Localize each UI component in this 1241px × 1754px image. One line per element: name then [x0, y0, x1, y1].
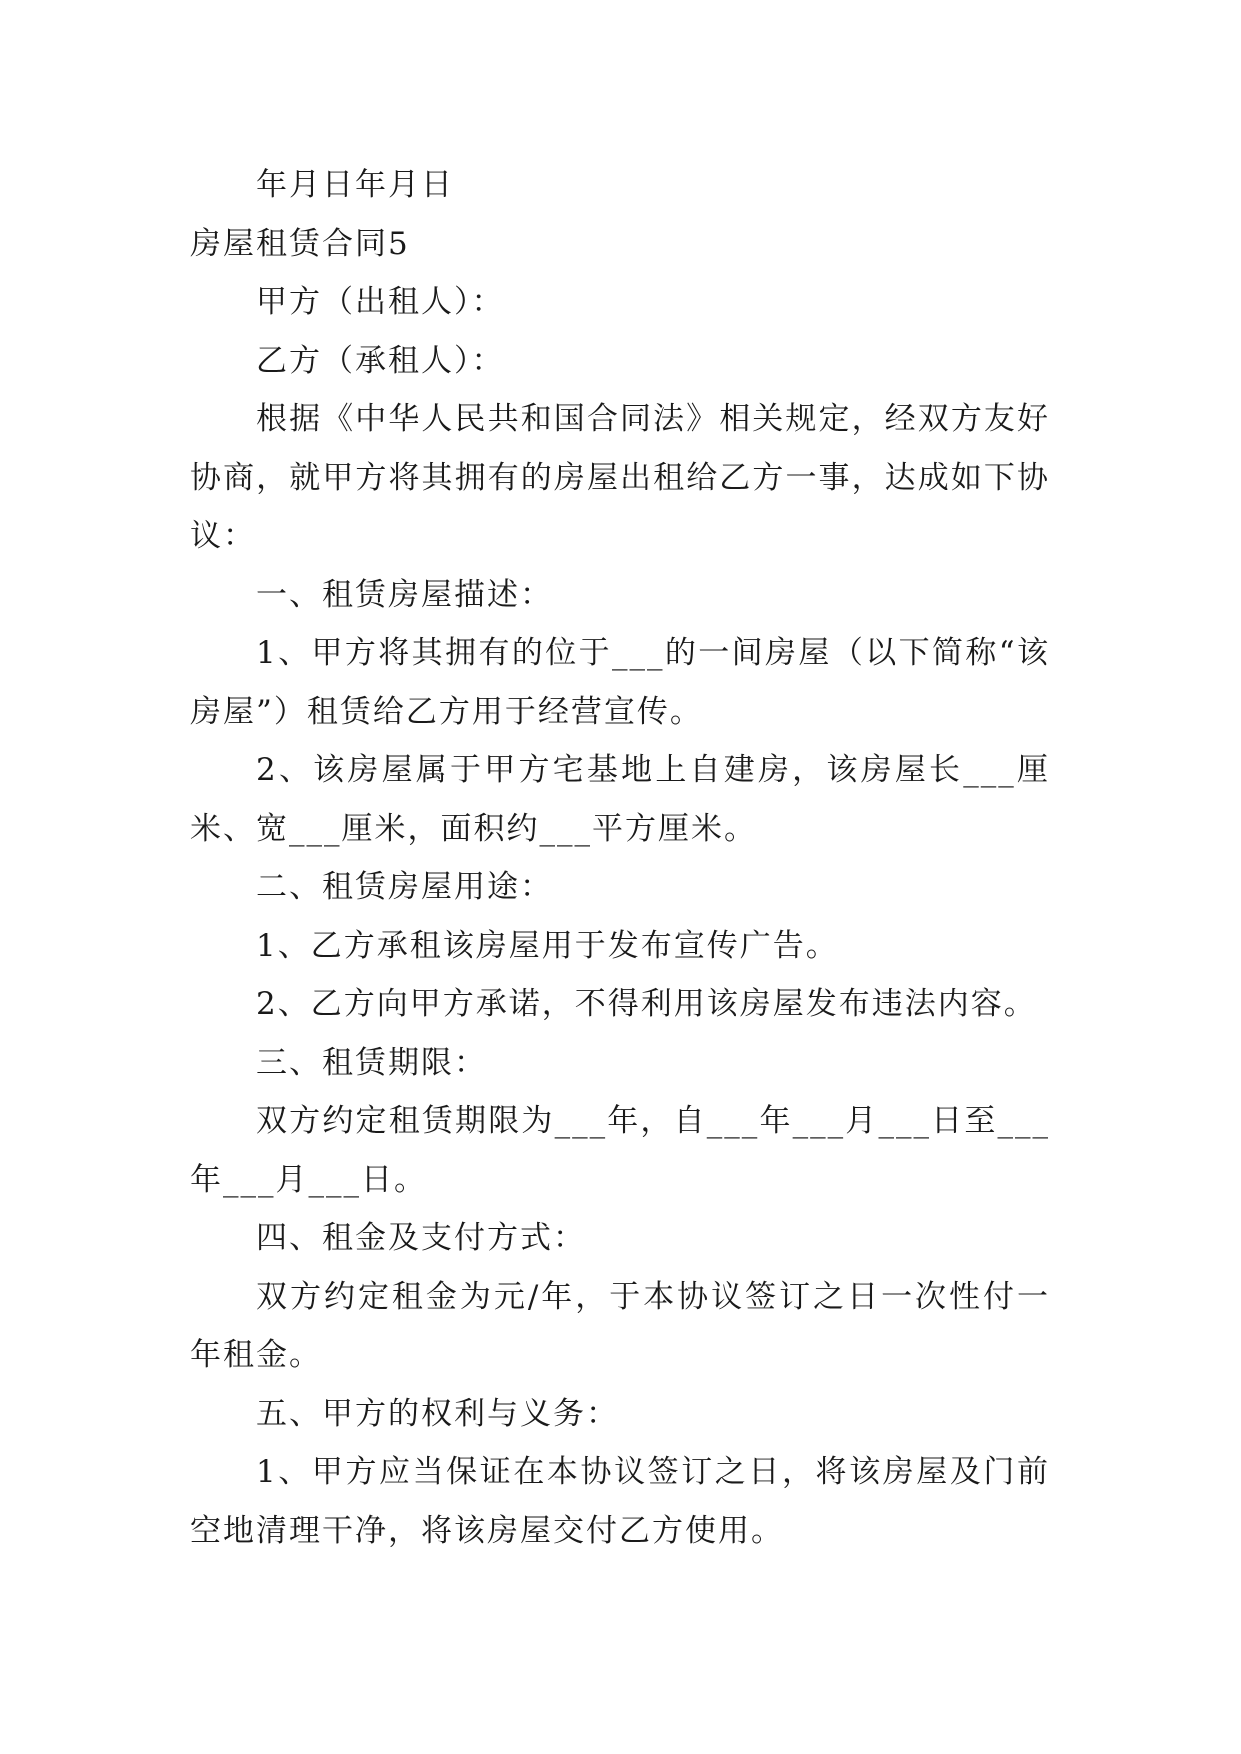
- section-heading-3: 三、租赁期限：: [256, 1044, 487, 1081]
- contract-title: 房屋租赁合同5: [190, 225, 410, 262]
- section-heading-4: 四、租金及支付方式：: [256, 1220, 586, 1256]
- clause-3-1: 双方约定租赁期限为___年，自___年___月___日至___年___月___日。: [190, 1103, 1050, 1198]
- clause-5-1: 1、甲方应当保证在本协议签订之日，将该房屋及门前空地清理干净，将该房屋交付乙方使用。: [190, 1454, 1050, 1549]
- date-line: 年月日年月日: [256, 167, 454, 203]
- clause-2-1: 1、乙方承租该房屋用于发布宣传广告。: [256, 927, 839, 964]
- preamble-paragraph: 根据《中华人民共和国合同法》相关规定，经双方友好协商，就甲方将其拥有的房屋出租给乙方一事，达成如下协议：: [190, 401, 1050, 554]
- clause-1-2: 2、该房屋属于甲方宅基地上自建房，该房屋长___厘米、宽___厘米，面积约___平方厘米。: [190, 752, 1050, 847]
- clause-4-1: 双方约定租金为元/年，于本协议签订之日一次性付一年租金。: [190, 1278, 1050, 1373]
- section-heading-2: 二、租赁房屋用途：: [256, 869, 553, 905]
- party-b-line: 乙方（承租人）：: [256, 342, 505, 379]
- document-body: [190, 156, 1050, 1560]
- section-heading-5: 五、甲方的权利与义务：: [256, 1395, 619, 1432]
- clause-2-2: 2、乙方向甲方承诺，不得利用该房屋发布违法内容。: [256, 986, 1037, 1022]
- section-heading-1: 一、租赁房屋描述：: [256, 576, 553, 613]
- party-a-line: 甲方（出租人）：: [256, 284, 505, 320]
- clause-1-1: 1、甲方将其拥有的位于___的一间房屋（以下简称“该房屋”）租赁给乙方用于经营宣传。: [190, 635, 1050, 730]
